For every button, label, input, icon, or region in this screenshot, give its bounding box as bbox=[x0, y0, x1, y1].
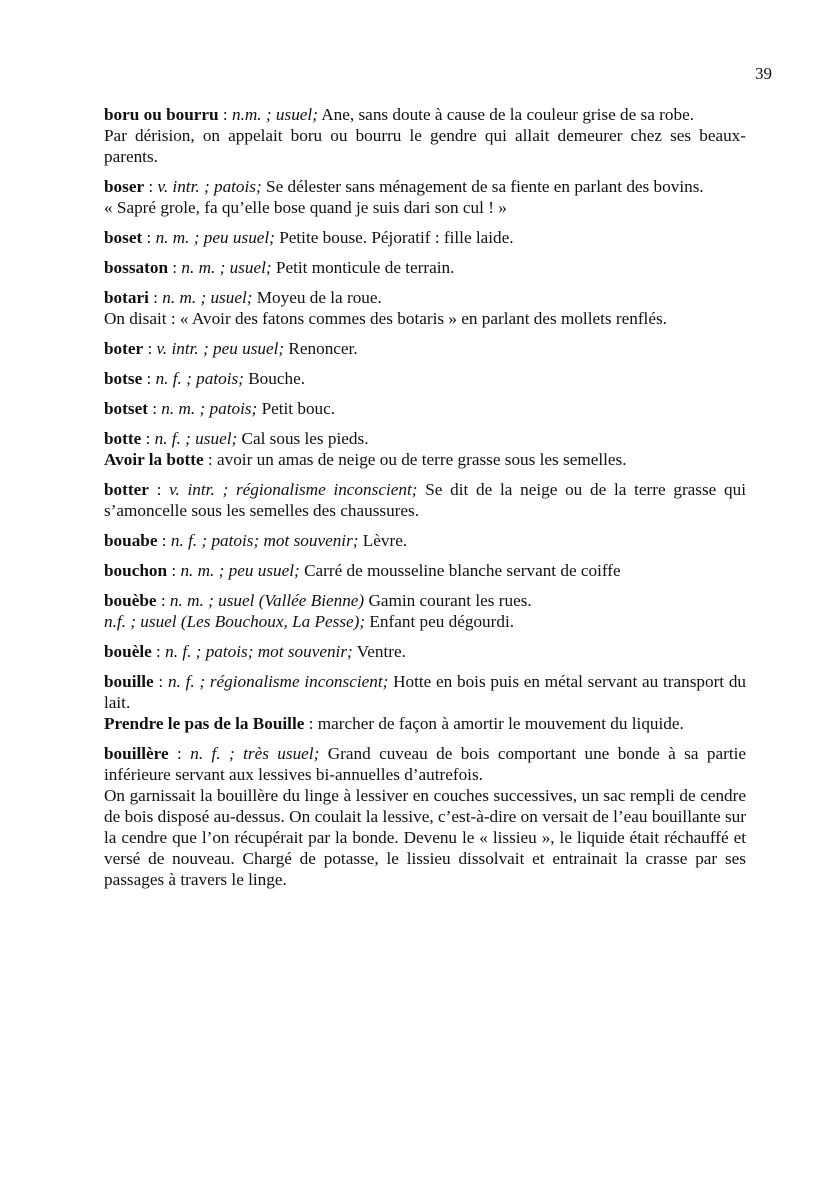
page-number: 39 bbox=[755, 64, 772, 83]
definition-text: Enfant peu dégourdi. bbox=[365, 612, 515, 631]
entry-paragraph bbox=[104, 743, 746, 785]
grammar-label: n. m. ; usuel; bbox=[181, 258, 272, 277]
entry-bouchon bbox=[104, 560, 746, 581]
separator: : bbox=[167, 561, 181, 580]
entry-bossaton bbox=[104, 257, 746, 278]
definition-text: Moyeu de la roue. bbox=[252, 288, 382, 307]
separator: : bbox=[218, 105, 232, 124]
entry-boter bbox=[104, 338, 746, 359]
definition-text: On garnissait la bouillère du linge à lessiver en couches successives, un sac rempli de cendre de bois disposé au-dessus. On coulait la lessive, c’est-à-dire on versait de l’eau bouillante sur la cendre que l’on récupérait par la bonde. Devenu le « lissieu », le liquide était réchauffé et versé de nouveau. Chargé de potasse, le lissieu dissolvait et entrainait la crasse par ses passages à travers le linge. bbox=[104, 786, 746, 889]
entry-bouebe bbox=[104, 590, 746, 632]
entry-paragraph bbox=[104, 257, 746, 278]
headword: boset bbox=[104, 228, 143, 247]
separator: : bbox=[143, 339, 157, 358]
grammar-label: n. m. ; usuel (Vallée Bienne) bbox=[169, 591, 365, 610]
grammar-label: n. m. ; patois; bbox=[161, 399, 258, 418]
entry-paragraph bbox=[104, 449, 746, 470]
definition-text: marcher de façon à amortir le mouvement du liquide. bbox=[317, 714, 684, 733]
entry-paragraph bbox=[104, 530, 746, 551]
grammar-label: n. f. ; patois; mot souvenir; bbox=[165, 642, 353, 661]
grammar-label: v. intr. ; régionalisme inconscient; bbox=[169, 480, 418, 499]
separator: : bbox=[142, 228, 156, 247]
headword: bouabe bbox=[104, 531, 158, 550]
definition-text: Hotte en bois puis en métal servant au transport du lait. bbox=[104, 672, 747, 712]
definition-text: Renoncer. bbox=[284, 339, 358, 358]
entry-paragraph bbox=[104, 308, 746, 329]
entry-paragraph bbox=[104, 428, 746, 449]
entry-paragraph bbox=[104, 398, 746, 419]
definition-text: « Sapré grole, fa qu’elle bose quand je suis dari son cul ! » bbox=[104, 198, 507, 217]
definition-text: Petit monticule de terrain. bbox=[271, 258, 455, 277]
headword: boser bbox=[104, 177, 145, 196]
grammar-label: n. f. ; usuel; bbox=[154, 429, 238, 448]
definition-text: Petite bouse. Péjoratif : fille laide. bbox=[274, 228, 514, 247]
headword: bouille bbox=[104, 672, 154, 691]
entry-boset bbox=[104, 227, 746, 248]
definition-text: Petit bouc. bbox=[257, 399, 336, 418]
entry-paragraph bbox=[104, 338, 746, 359]
headword: Prendre le pas de la Bouille bbox=[104, 714, 305, 733]
definition-text: Ventre. bbox=[352, 642, 406, 661]
entry-boru bbox=[104, 104, 746, 167]
headword: botari bbox=[104, 288, 149, 307]
headword: botter bbox=[104, 480, 149, 499]
grammar-label: n.m. ; usuel; bbox=[232, 105, 318, 124]
separator: : bbox=[168, 258, 182, 277]
headword: bouèle bbox=[104, 642, 152, 661]
grammar-label: n. f. ; patois; bbox=[155, 369, 244, 388]
separator: : bbox=[168, 744, 191, 763]
entry-botset bbox=[104, 398, 746, 419]
entry-paragraph bbox=[104, 560, 746, 581]
entry-bouabe bbox=[104, 530, 746, 551]
grammar-label: n. f. ; patois; mot souvenir; bbox=[170, 531, 359, 550]
entry-paragraph bbox=[104, 125, 746, 167]
entry-bouille bbox=[104, 671, 746, 734]
entry-botter bbox=[104, 479, 746, 521]
definition-text: Grand cuveau de bois comportant une bonde à sa partie inférieure servant aux lessives bi-annuelles d’autrefois. bbox=[104, 744, 746, 784]
headword: bouillère bbox=[104, 744, 169, 763]
separator: : bbox=[142, 369, 156, 388]
entry-paragraph bbox=[104, 368, 746, 389]
entry-botari bbox=[104, 287, 746, 329]
headword: Avoir la botte bbox=[104, 450, 204, 469]
separator: : bbox=[148, 288, 163, 307]
separator: : bbox=[157, 531, 171, 550]
grammar-label: n. m. ; peu usuel; bbox=[155, 228, 275, 247]
definition-text: Bouche. bbox=[243, 369, 306, 388]
entry-paragraph bbox=[104, 197, 746, 218]
entry-paragraph bbox=[104, 785, 746, 890]
headword: boru ou bourru bbox=[104, 105, 219, 124]
definition-text: On disait : « Avoir des fatons commes des botaris » en parlant des mollets renflés. bbox=[104, 309, 667, 328]
entry-paragraph bbox=[104, 713, 746, 734]
headword: boter bbox=[104, 339, 144, 358]
definition-text: Par dérision, on appelait boru ou bourru le gendre qui allait demeurer chez ses beaux-parents. bbox=[104, 126, 746, 166]
definition-text: Ane, sans doute à cause de la couleur grise de sa robe. bbox=[317, 105, 694, 124]
entry-boser bbox=[104, 176, 746, 218]
definition-text: Se dit de la neige ou de la terre grasse qui s’amoncelle sous les semelles des chaussures. bbox=[104, 480, 747, 520]
definition-text: Se délester sans ménagement de sa fiente en parlant des bovins. bbox=[261, 177, 704, 196]
separator: : bbox=[304, 714, 318, 733]
entry-paragraph bbox=[104, 227, 746, 248]
entry-paragraph bbox=[104, 590, 746, 611]
definition-text: Carré de mousseline blanche servant de coiffe bbox=[299, 561, 621, 580]
entry-bouillere bbox=[104, 743, 746, 890]
entry-botte bbox=[104, 428, 746, 470]
definition-text: Cal sous les pieds. bbox=[237, 429, 369, 448]
headword: bouchon bbox=[104, 561, 168, 580]
headword: botte bbox=[104, 429, 142, 448]
grammar-label: n. f. ; régionalisme inconscient; bbox=[167, 672, 389, 691]
grammar-label: n. f. ; très usuel; bbox=[190, 744, 320, 763]
separator: : bbox=[156, 591, 170, 610]
definition-text: Gamin courant les rues. bbox=[364, 591, 532, 610]
headword: botset bbox=[104, 399, 148, 418]
grammar-label: n. m. ; peu usuel; bbox=[180, 561, 300, 580]
separator: : bbox=[144, 177, 158, 196]
separator: : bbox=[153, 672, 168, 691]
headword: bossaton bbox=[104, 258, 168, 277]
entry-paragraph bbox=[104, 479, 746, 521]
grammar-label: v. intr. ; peu usuel; bbox=[156, 339, 285, 358]
grammar-label: n.f. ; usuel (Les Bouchoux, La Pesse); bbox=[104, 612, 366, 631]
grammar-label: v. intr. ; patois; bbox=[157, 177, 262, 196]
grammar-label: n. m. ; usuel; bbox=[162, 288, 253, 307]
entry-paragraph bbox=[104, 287, 746, 308]
entry-paragraph bbox=[104, 176, 746, 197]
separator: : bbox=[203, 450, 217, 469]
headword: botse bbox=[104, 369, 143, 388]
dictionary-entries bbox=[104, 104, 746, 899]
entry-paragraph bbox=[104, 671, 746, 713]
entry-botse bbox=[104, 368, 746, 389]
separator: : bbox=[148, 480, 170, 499]
entry-paragraph bbox=[104, 611, 746, 632]
definition-text: Lèvre. bbox=[358, 531, 408, 550]
separator: : bbox=[141, 429, 155, 448]
entry-bouele bbox=[104, 641, 746, 662]
separator: : bbox=[147, 399, 162, 418]
definition-text: avoir un amas de neige ou de terre grasse sous les semelles. bbox=[216, 450, 627, 469]
entry-paragraph bbox=[104, 104, 746, 125]
headword: bouèbe bbox=[104, 591, 157, 610]
separator: : bbox=[151, 642, 166, 661]
entry-paragraph bbox=[104, 641, 746, 662]
